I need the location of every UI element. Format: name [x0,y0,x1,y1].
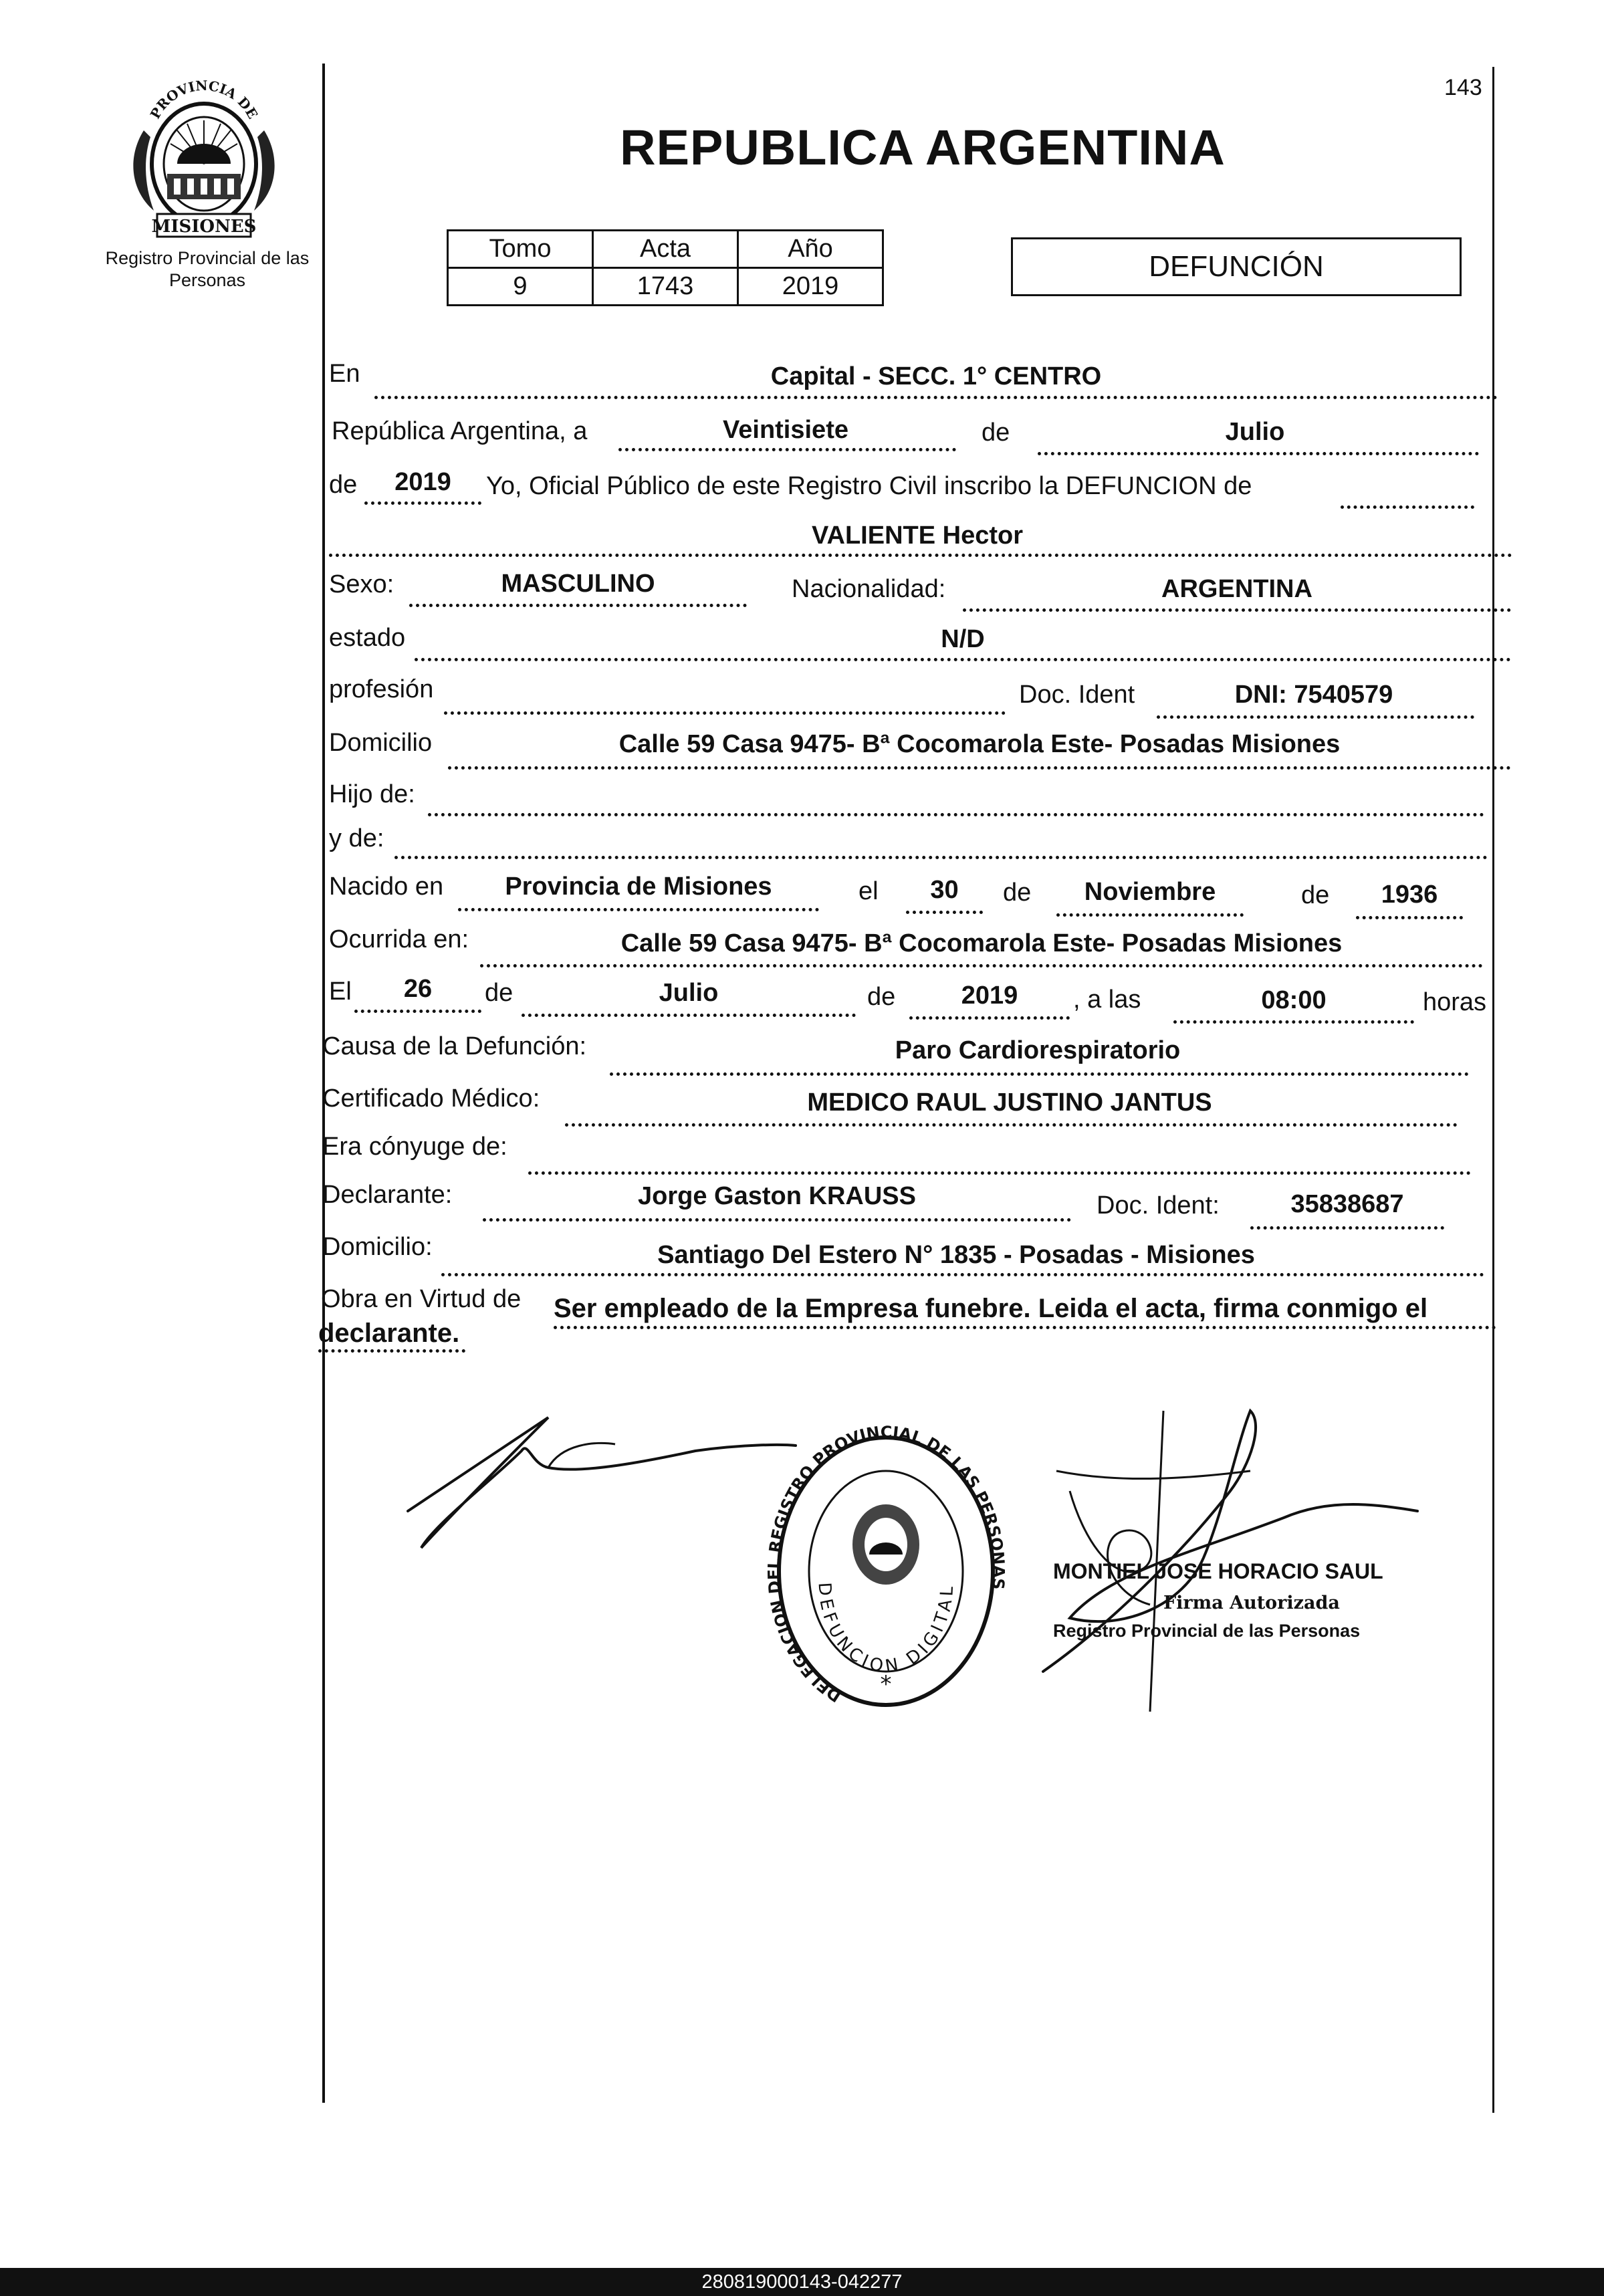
svg-text:*: * [880,1671,892,1698]
sexo-label: Sexo: [329,570,394,598]
year-value: 2019 [394,468,451,496]
hijo-de-dotted-line [428,813,1484,816]
fecha-month-dotted-line [1038,452,1479,455]
declarante-domicilio-label: Domicilio: [322,1233,433,1261]
a-las-label: , a las [1073,986,1141,1014]
defuncion-year-dotted-line [909,1016,1070,1020]
year-dotted-line [364,501,481,505]
nacido-year-dotted-line [1356,916,1463,919]
estado-label: estado [329,624,406,652]
doc-ident-value: DNI: 7540579 [1234,681,1393,709]
sexo-value: MASCULINO [501,570,655,598]
domicilio-label: Domicilio [329,729,433,757]
nacido-year-value: 1936 [1381,881,1438,909]
obra-line1-dotted-line [554,1326,1496,1329]
svg-text:MISIONES: MISIONES [151,217,257,237]
registry-name: Registro Provincial de las Personas [105,248,310,290]
ano-value: 2019 [738,268,883,306]
svg-text:DELEGACION DEL REGISTRO PROVIN: DELEGACION DEL REGISTRO PROVINCIAL DE LAS PERSONAS [764,1424,1008,1706]
en-value: Capital - SECC. 1° CENTRO [770,362,1102,390]
nacido-de2-label: de [1301,881,1330,909]
domicilio-dotted-line [448,766,1511,770]
defuncion-time-value: 08:00 [1261,986,1327,1014]
obra-line1-value: Ser empleado de la Empresa funebre. Leida el acta, firma conmigo el [554,1294,1428,1323]
hijo-de-label: Hijo de: [329,780,415,808]
fecha-day-value: Veintisiete [723,416,848,444]
nacionalidad-dotted-line [963,608,1511,612]
nacido-day-dotted-line [906,911,983,914]
declarante-dotted-line [483,1218,1071,1222]
profesion-dotted-line [444,711,1006,715]
record-type-box: DEFUNCIÓN [1011,237,1462,296]
defuncion-month-dotted-line [522,1014,856,1017]
official-office: Registro Provincial de las Personas [1053,1621,1361,1641]
declarante-domicilio-value: Santiago Del Estero N° 1835 - Posadas - Misiones [657,1241,1255,1269]
defuncion-time-dotted-line [1173,1020,1414,1024]
en-label: En [329,360,360,388]
nacido-month-dotted-line [1056,913,1244,917]
defuncion-month-value: Julio [659,979,719,1007]
obra-line2-dotted-line [318,1349,465,1353]
tomo-header: Tomo [448,231,593,268]
left-margin-line [322,64,325,2103]
ocurrida-label: Ocurrida en: [329,925,469,953]
defuncion-day-dotted-line [354,1010,481,1013]
year-de-label: de [329,471,358,499]
svg-text:PROVINCIA DE: PROVINCIA DE [146,77,261,122]
declarante-doc-dotted-line [1250,1226,1444,1230]
acta-header: Acta [593,231,738,268]
country-title: REPUBLICA ARGENTINA [620,120,1226,175]
fecha-de-label: de [982,419,1010,447]
page-number: 143 [1444,75,1482,100]
nacido-month-value: Noviembre [1084,878,1216,906]
defuncion-de2-label: de [867,983,896,1011]
inscribe-text: Yo, Oficial Público de este Registro Civil inscribo la DEFUNCION de [486,472,1252,500]
sexo-dotted-line [409,604,747,607]
nacido-place-value: Provincia de Misiones [505,873,772,901]
fecha-label: República Argentina, a [332,417,588,445]
declarante-domicilio-dotted-line [441,1273,1484,1276]
estado-value: N/D [941,625,985,653]
conyuge-dotted-line [528,1171,1471,1175]
tomo-value: 9 [448,268,593,306]
svg-text:DEFUNCION DIGITAL: DEFUNCION DIGITAL [814,1581,958,1678]
nacido-de1-label: de [1003,879,1032,907]
name-dotted-line [329,554,1512,557]
fecha-day-dotted-line [618,448,956,451]
defuncion-de1-label: de [485,979,513,1007]
declarant-signature [394,1404,822,1558]
profesion-label: profesión [329,675,434,703]
official-stamp [762,1424,1010,1718]
defuncion-year-value: 2019 [961,982,1018,1010]
obra-label: Obra en Virtud de [321,1285,522,1313]
declarante-doc-label: Doc. Ident: [1097,1191,1220,1220]
causa-label: Causa de la Defunción: [322,1032,587,1060]
obra-line2-value: declarante. [318,1318,460,1348]
inscribe-dotted-line [1341,505,1474,509]
misiones-emblem-logo [124,77,284,244]
certificado-label: Certificado Médico: [322,1084,540,1113]
official-title: Firma Autorizada [1163,1593,1340,1613]
document-code-bar: 280819000143-042277 [0,2268,1604,2296]
certificado-dotted-line [565,1123,1458,1127]
declarante-label: Declarante: [322,1181,453,1209]
en-dotted-line [374,396,1498,399]
fecha-month-value: Julio [1225,418,1285,446]
horas-label: horas [1423,988,1487,1016]
declarante-value: Jorge Gaston KRAUSS [638,1182,916,1210]
nacido-place-dotted-line [458,908,819,911]
nacionalidad-value: ARGENTINA [1161,575,1312,603]
causa-dotted-line [610,1072,1469,1076]
estado-dotted-line [415,658,1511,661]
doc-ident-dotted-line [1157,715,1474,719]
acta-value: 1743 [593,268,738,306]
declarante-doc-value: 35838687 [1290,1190,1404,1218]
ano-header: Año [738,231,883,268]
ocurrida-value: Calle 59 Casa 9475- Bª Cocomarola Este- Posadas Misiones [620,929,1343,957]
doc-ident-label: Doc. Ident [1019,681,1135,709]
defuncion-day-value: 26 [403,975,433,1003]
conyuge-label: Era cónyuge de: [322,1133,507,1161]
nacido-label: Nacido en [329,873,444,901]
official-name: MONTIEL JOSE HORACIO SAUL [1053,1559,1383,1583]
deceased-name: VALIENTE Hector [811,522,1023,550]
register-table-value-row [448,268,883,306]
register-table-header-row [448,231,883,268]
y-de-dotted-line [394,856,1488,859]
defuncion-el-label: El [329,978,352,1006]
certificado-value: MEDICO RAUL JUSTINO JANTUS [807,1088,1212,1117]
register-table [447,229,884,306]
causa-value: Paro Cardiorespiratorio [895,1036,1181,1064]
domicilio-value: Calle 59 Casa 9475- Bª Cocomarola Este- Posadas Misiones [618,730,1341,758]
nacionalidad-label: Nacionalidad: [792,575,946,603]
nacido-el-label: el [858,877,879,905]
ocurrida-dotted-line [480,964,1483,967]
y-de-label: y de: [329,824,384,852]
nacido-day-value: 30 [930,876,959,904]
